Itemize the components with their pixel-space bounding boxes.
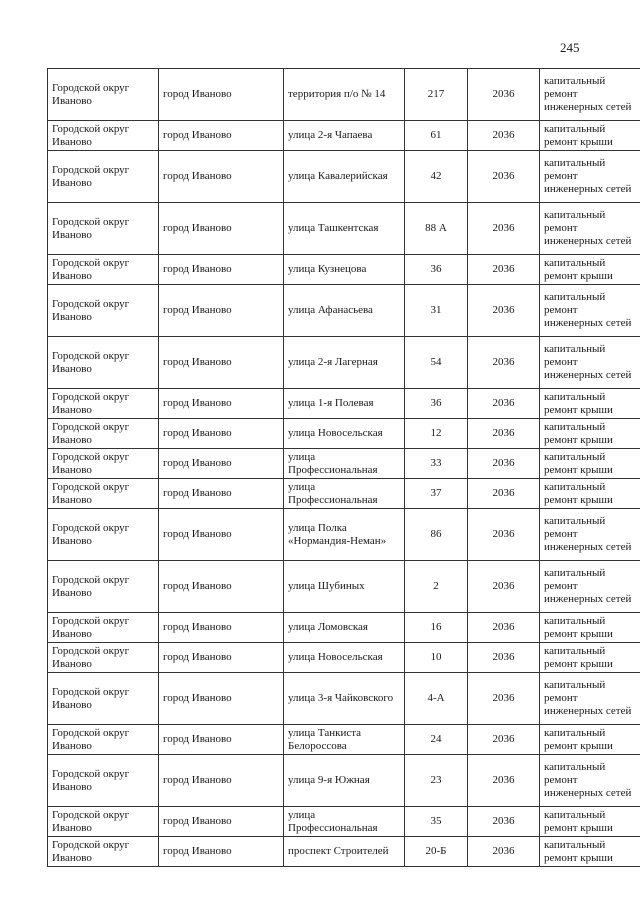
city-cell: город Иваново	[159, 837, 284, 867]
year-cell: 2036	[468, 255, 540, 285]
table-row	[48, 285, 640, 337]
house-number-cell: 36	[405, 389, 468, 419]
municipality-cell: Городской округ Иваново	[48, 203, 159, 255]
year-cell: 2036	[468, 151, 540, 203]
work-type-cell: капитальный ремонт крыши	[540, 807, 640, 837]
table-row	[48, 203, 640, 255]
table-body	[48, 69, 640, 867]
street-cell: территория п/о № 14	[284, 69, 405, 121]
house-number-cell: 12	[405, 419, 468, 449]
city-cell: город Иваново	[159, 285, 284, 337]
municipality-cell: Городской округ Иваново	[48, 69, 159, 121]
table-row	[48, 837, 640, 867]
street-cell: улица Ташкентская	[284, 203, 405, 255]
year-cell: 2036	[468, 613, 540, 643]
street-cell: улица Новосельская	[284, 643, 405, 673]
street-cell: улица Профессиональная	[284, 807, 405, 837]
city-cell: город Иваново	[159, 337, 284, 389]
table-row	[48, 755, 640, 807]
city-cell: город Иваново	[159, 643, 284, 673]
work-type-cell: капитальный ремонт крыши	[540, 121, 640, 151]
year-cell: 2036	[468, 389, 540, 419]
year-cell: 2036	[468, 69, 540, 121]
municipality-cell: Городской округ Иваново	[48, 807, 159, 837]
street-cell: улица Профессиональная	[284, 479, 405, 509]
street-cell: улица Афанасьева	[284, 285, 405, 337]
work-type-cell: капитальный ремонт инженерных сетей	[540, 203, 640, 255]
page-number: 245	[560, 40, 580, 55]
work-type-cell: капитальный ремонт инженерных сетей	[540, 285, 640, 337]
house-number-cell: 217	[405, 69, 468, 121]
municipality-cell: Городской округ Иваново	[48, 389, 159, 419]
city-cell: город Иваново	[159, 449, 284, 479]
house-number-cell: 23	[405, 755, 468, 807]
house-number-cell: 36	[405, 255, 468, 285]
municipality-cell: Городской округ Иваново	[48, 755, 159, 807]
year-cell: 2036	[468, 285, 540, 337]
house-number-cell: 24	[405, 725, 468, 755]
house-number-cell: 88 А	[405, 203, 468, 255]
work-type-cell: капитальный ремонт инженерных сетей	[540, 509, 640, 561]
street-cell: улица Танкиста Белороссова	[284, 725, 405, 755]
house-number-cell: 33	[405, 449, 468, 479]
street-cell: улица Шубиных	[284, 561, 405, 613]
work-type-cell: капитальный ремонт инженерных сетей	[540, 151, 640, 203]
year-cell: 2036	[468, 121, 540, 151]
house-number-cell: 61	[405, 121, 468, 151]
table-row	[48, 121, 640, 151]
municipality-cell: Городской округ Иваново	[48, 121, 159, 151]
year-cell: 2036	[468, 203, 540, 255]
table-row	[48, 151, 640, 203]
work-type-cell: капитальный ремонт крыши	[540, 389, 640, 419]
table-row	[48, 389, 640, 419]
street-cell: улица Ломовская	[284, 613, 405, 643]
table-row	[48, 725, 640, 755]
table-row	[48, 613, 640, 643]
table-row	[48, 337, 640, 389]
house-number-cell: 16	[405, 613, 468, 643]
house-number-cell: 86	[405, 509, 468, 561]
work-type-cell: капитальный ремонт инженерных сетей	[540, 755, 640, 807]
table-row	[48, 479, 640, 509]
repair-schedule-table	[47, 68, 640, 867]
city-cell: город Иваново	[159, 807, 284, 837]
municipality-cell: Городской округ Иваново	[48, 255, 159, 285]
work-type-cell: капитальный ремонт крыши	[540, 837, 640, 867]
house-number-cell: 2	[405, 561, 468, 613]
table-row	[48, 509, 640, 561]
year-cell: 2036	[468, 673, 540, 725]
table-row	[48, 69, 640, 121]
city-cell: город Иваново	[159, 613, 284, 643]
year-cell: 2036	[468, 479, 540, 509]
street-cell: улица 1-я Полевая	[284, 389, 405, 419]
year-cell: 2036	[468, 643, 540, 673]
year-cell: 2036	[468, 337, 540, 389]
street-cell: проспект Строителей	[284, 837, 405, 867]
street-cell: улица Кузнецова	[284, 255, 405, 285]
work-type-cell: капитальный ремонт крыши	[540, 643, 640, 673]
street-cell: улица Полка «Нормандия-Неман»	[284, 509, 405, 561]
street-cell: улица 2-я Лагерная	[284, 337, 405, 389]
house-number-cell: 31	[405, 285, 468, 337]
municipality-cell: Городской округ Иваново	[48, 337, 159, 389]
house-number-cell: 35	[405, 807, 468, 837]
work-type-cell: капитальный ремонт крыши	[540, 479, 640, 509]
street-cell: улица Профессиональная	[284, 449, 405, 479]
city-cell: город Иваново	[159, 69, 284, 121]
year-cell: 2036	[468, 725, 540, 755]
table-row	[48, 673, 640, 725]
municipality-cell: Городской округ Иваново	[48, 725, 159, 755]
house-number-cell: 37	[405, 479, 468, 509]
municipality-cell: Городской округ Иваново	[48, 673, 159, 725]
street-cell: улица Кавалерийская	[284, 151, 405, 203]
street-cell: улица Новосельская	[284, 419, 405, 449]
municipality-cell: Городской округ Иваново	[48, 479, 159, 509]
work-type-cell: капитальный ремонт крыши	[540, 725, 640, 755]
work-type-cell: капитальный ремонт крыши	[540, 449, 640, 479]
municipality-cell: Городской округ Иваново	[48, 419, 159, 449]
municipality-cell: Городской округ Иваново	[48, 509, 159, 561]
city-cell: город Иваново	[159, 389, 284, 419]
work-type-cell: капитальный ремонт инженерных сетей	[540, 337, 640, 389]
street-cell: улица 3-я Чайковского	[284, 673, 405, 725]
year-cell: 2036	[468, 561, 540, 613]
city-cell: город Иваново	[159, 673, 284, 725]
city-cell: город Иваново	[159, 509, 284, 561]
city-cell: город Иваново	[159, 203, 284, 255]
house-number-cell: 42	[405, 151, 468, 203]
table-row	[48, 255, 640, 285]
table-row	[48, 561, 640, 613]
table-row	[48, 643, 640, 673]
work-type-cell: капитальный ремонт крыши	[540, 613, 640, 643]
city-cell: город Иваново	[159, 419, 284, 449]
year-cell: 2036	[468, 509, 540, 561]
municipality-cell: Городской округ Иваново	[48, 613, 159, 643]
house-number-cell: 20-Б	[405, 837, 468, 867]
year-cell: 2036	[468, 755, 540, 807]
municipality-cell: Городской округ Иваново	[48, 561, 159, 613]
table-row	[48, 449, 640, 479]
municipality-cell: Городской округ Иваново	[48, 837, 159, 867]
municipality-cell: Городской округ Иваново	[48, 151, 159, 203]
city-cell: город Иваново	[159, 755, 284, 807]
house-number-cell: 4-А	[405, 673, 468, 725]
street-cell: улица 9-я Южная	[284, 755, 405, 807]
city-cell: город Иваново	[159, 121, 284, 151]
year-cell: 2036	[468, 807, 540, 837]
city-cell: город Иваново	[159, 725, 284, 755]
work-type-cell: капитальный ремонт инженерных сетей	[540, 673, 640, 725]
table-row	[48, 419, 640, 449]
year-cell: 2036	[468, 837, 540, 867]
work-type-cell: капитальный ремонт крыши	[540, 419, 640, 449]
street-cell: улица 2-я Чапаева	[284, 121, 405, 151]
city-cell: город Иваново	[159, 561, 284, 613]
municipality-cell: Городской округ Иваново	[48, 449, 159, 479]
municipality-cell: Городской округ Иваново	[48, 285, 159, 337]
year-cell: 2036	[468, 419, 540, 449]
house-number-cell: 10	[405, 643, 468, 673]
house-number-cell: 54	[405, 337, 468, 389]
city-cell: город Иваново	[159, 255, 284, 285]
city-cell: город Иваново	[159, 151, 284, 203]
year-cell: 2036	[468, 449, 540, 479]
work-type-cell: капитальный ремонт крыши	[540, 255, 640, 285]
work-type-cell: капитальный ремонт инженерных сетей	[540, 561, 640, 613]
municipality-cell: Городской округ Иваново	[48, 643, 159, 673]
city-cell: город Иваново	[159, 479, 284, 509]
table-row	[48, 807, 640, 837]
work-type-cell: капитальный ремонт инженерных сетей	[540, 69, 640, 121]
